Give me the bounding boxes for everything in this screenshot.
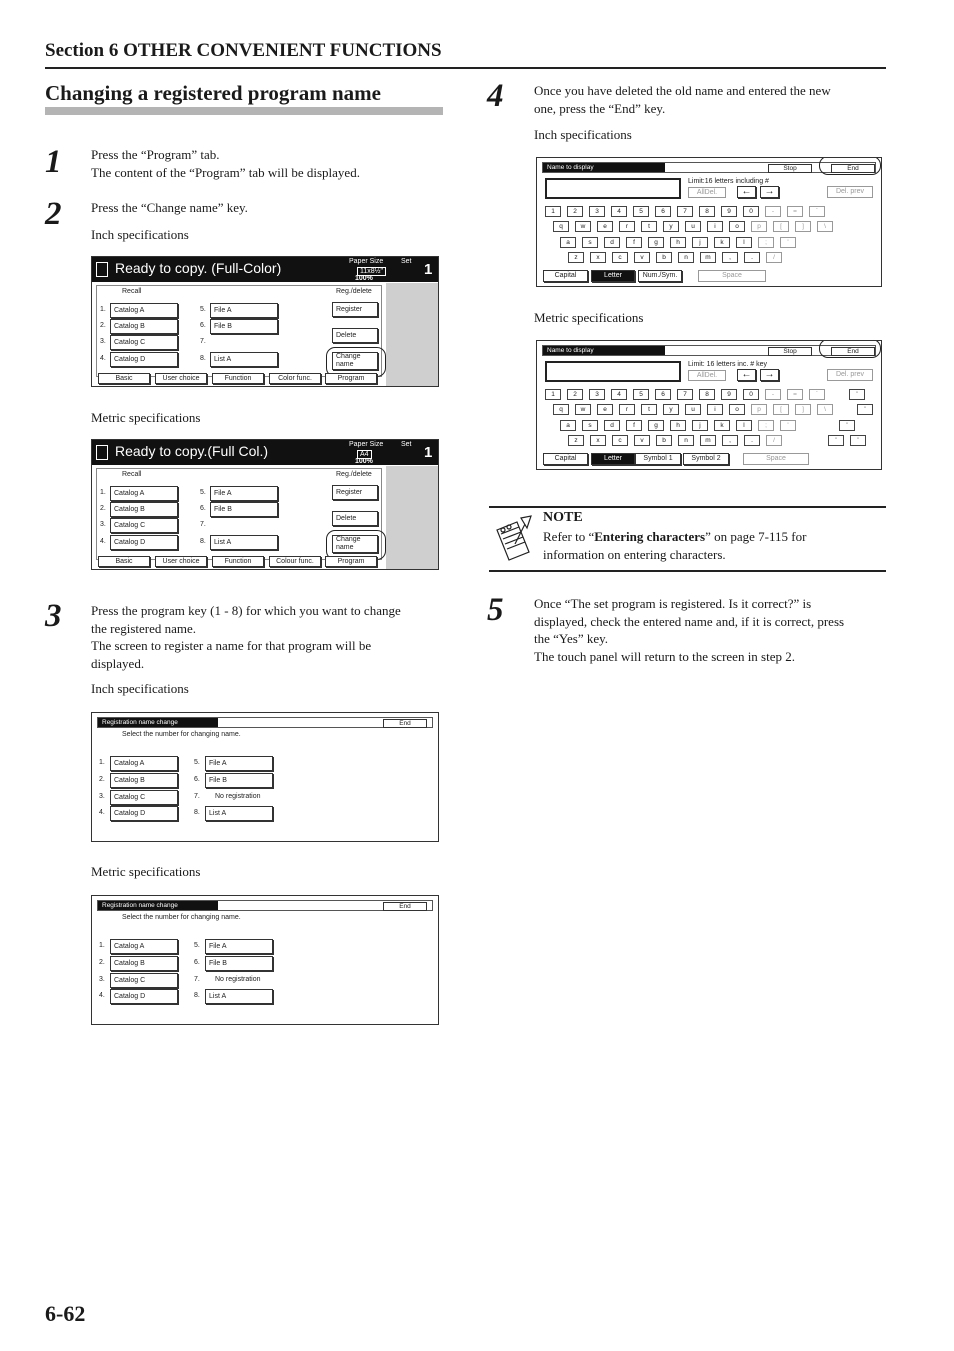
key-1-5[interactable]: y xyxy=(663,404,679,415)
program-number: 3. xyxy=(100,521,106,528)
inch-spec-label: Inch specifications xyxy=(91,681,189,696)
stop-button[interactable]: Stop xyxy=(768,164,812,173)
program-number: 1. xyxy=(99,942,105,949)
program-number: 2. xyxy=(100,322,106,329)
screen-header xyxy=(97,900,433,911)
program-number: 1. xyxy=(99,759,105,766)
key-0-8[interactable]: 9 xyxy=(721,389,737,400)
change-name-line2: name xyxy=(336,361,354,368)
tab-0[interactable]: Basic xyxy=(98,556,150,567)
key-3-5[interactable]: n xyxy=(678,435,694,446)
key-1-11[interactable]: ] xyxy=(795,404,811,415)
key-2-0[interactable]: a xyxy=(560,420,576,431)
program-key[interactable]: Catalog B xyxy=(110,956,178,971)
note-text: Refer to “Entering characters” on page 7-115 for information on entering characters. xyxy=(543,529,807,562)
step-number: 1 xyxy=(45,144,62,180)
key-extra[interactable]: ' xyxy=(828,435,844,446)
program-key[interactable]: Catalog A xyxy=(110,303,178,318)
program-key[interactable]: Catalog D xyxy=(110,806,178,821)
program-number: 6. xyxy=(194,959,200,966)
program-key[interactable]: List A xyxy=(210,535,278,550)
paper-size-label: Paper Size xyxy=(349,441,384,448)
program-number: 7. xyxy=(194,793,200,800)
program-key[interactable]: File B xyxy=(210,319,278,334)
key-1-10[interactable]: [ xyxy=(773,404,789,415)
step1-text: Press the “Program” tab. The content of the “Program” tab will be displayed. xyxy=(91,147,360,180)
key-2-3[interactable]: f xyxy=(626,237,642,248)
program-key[interactable]: File A xyxy=(205,756,273,771)
tab-4[interactable]: Program xyxy=(325,373,377,384)
key-2-2[interactable]: d xyxy=(604,420,620,431)
program-number: 3. xyxy=(100,338,106,345)
program-key[interactable]: Catalog D xyxy=(110,352,178,367)
key-1-7[interactable]: i xyxy=(707,404,723,415)
key-2-0[interactable]: a xyxy=(560,237,576,248)
key-0-7[interactable]: 8 xyxy=(699,206,715,217)
key-2-7[interactable]: k xyxy=(714,420,730,431)
key-3-9[interactable]: / xyxy=(766,252,782,263)
key-1-0[interactable]: q xyxy=(553,221,569,232)
metric-spec-label: Metric specifications xyxy=(91,864,201,879)
copy-screen-metric xyxy=(91,439,439,570)
change-name-line2: name xyxy=(336,544,354,551)
name-input[interactable] xyxy=(545,361,681,382)
step5-text: Once “The set program is registered. Is it correct?” is displayed, check the entered name and, if it is correct, press the “Yes” key. The touch panel will return to the screen in step 2. xyxy=(534,596,845,664)
stop-button[interactable]: Stop xyxy=(768,347,812,356)
program-key[interactable]: Catalog C xyxy=(110,518,178,533)
copy-screen-inch xyxy=(91,256,439,387)
step2-text: Press the “Change name” key. xyxy=(91,200,248,215)
limit-text: Limit: 16 letters inc. # key xyxy=(688,361,767,368)
program-key[interactable]: File B xyxy=(205,956,273,971)
key-2-2[interactable]: d xyxy=(604,237,620,248)
status-title: Ready to copy. (Full-Color) xyxy=(115,260,282,276)
keyboard-tab-1[interactable]: Letter xyxy=(591,453,635,465)
program-key[interactable]: Catalog B xyxy=(110,502,178,517)
program-number: 6. xyxy=(200,322,206,329)
key-0-5[interactable]: 6 xyxy=(655,206,671,217)
side-panel xyxy=(386,466,439,569)
program-number: 6. xyxy=(200,505,206,512)
keyboard-screen-metric xyxy=(536,340,882,470)
program-number: 2. xyxy=(100,505,106,512)
key-3-1[interactable]: x xyxy=(590,252,606,263)
key-3-9[interactable]: / xyxy=(766,435,782,446)
copy-icon xyxy=(96,445,108,460)
status-bar xyxy=(92,440,438,465)
key-1-8[interactable]: o xyxy=(729,404,745,415)
key-0-10[interactable]: - xyxy=(765,389,781,400)
paper-size-value: 11x8½" xyxy=(357,267,386,276)
metric-spec-label: Metric specifications xyxy=(534,310,644,325)
instruction-text: Select the number for changing name. xyxy=(122,731,241,738)
key-1-11[interactable]: ] xyxy=(795,221,811,232)
alldel-button[interactable]: AllDel. xyxy=(688,187,726,198)
status-title: Ready to copy.(Full Col.) xyxy=(115,443,269,459)
program-number: 8. xyxy=(200,538,206,545)
highlight-circle xyxy=(819,157,881,175)
program-number: 3. xyxy=(99,976,105,983)
zoom-value: 100% xyxy=(355,275,373,282)
program-number: 5. xyxy=(194,759,200,766)
program-key[interactable]: Catalog A xyxy=(110,939,178,954)
program-number: 6. xyxy=(194,776,200,783)
program-number: 1. xyxy=(100,489,106,496)
key-3-4[interactable]: b xyxy=(656,435,672,446)
program-key[interactable]: List A xyxy=(205,989,273,1004)
register-button[interactable]: Register xyxy=(332,485,378,500)
register-button[interactable]: Register xyxy=(332,302,378,317)
change-name-line1: Change xyxy=(336,536,361,543)
screen-title: Registration name change xyxy=(98,901,218,910)
key-2-9[interactable]: ; xyxy=(758,420,774,431)
section-header: Section 6 OTHER CONVENIENT FUNCTIONS xyxy=(45,40,442,61)
key-3-0[interactable]: z xyxy=(568,252,584,263)
program-number: 8. xyxy=(194,809,200,816)
key-1-2[interactable]: e xyxy=(597,404,613,415)
recall-label: Recall xyxy=(122,288,142,295)
key-extra[interactable]: ' xyxy=(849,389,865,400)
key-1-1[interactable]: w xyxy=(575,221,591,232)
program-number: 7. xyxy=(200,521,206,528)
keyboard-tab-2[interactable]: Symbol 1 xyxy=(635,453,681,465)
step-number: 4 xyxy=(487,78,504,114)
key-2-1[interactable]: s xyxy=(582,237,598,248)
key-0-8[interactable]: 9 xyxy=(721,206,737,217)
program-key[interactable]: File A xyxy=(210,486,278,501)
key-2-6[interactable]: j xyxy=(692,237,708,248)
tab-4[interactable]: Program xyxy=(325,556,377,567)
keyboard-tab-0[interactable]: Capital xyxy=(543,453,588,465)
key-2-7[interactable]: k xyxy=(714,237,730,248)
key-2-6[interactable]: j xyxy=(692,420,708,431)
inch-spec-label: Inch specifications xyxy=(534,127,632,142)
key-0-11[interactable]: = xyxy=(787,389,803,400)
metric-spec-label: Metric specifications xyxy=(91,410,201,425)
screen-title: Registration name change xyxy=(98,718,218,727)
program-number: 8. xyxy=(194,992,200,999)
program-key[interactable]: Catalog B xyxy=(110,773,178,788)
key-2-3[interactable]: f xyxy=(626,420,642,431)
end-button[interactable]: End xyxy=(383,902,427,911)
tab-1[interactable]: User choice xyxy=(155,373,207,384)
key-1-3[interactable]: r xyxy=(619,221,635,232)
key-0-1[interactable]: 2 xyxy=(567,206,583,217)
key-0-0[interactable]: 1 xyxy=(545,389,561,400)
program-key[interactable]: Catalog A xyxy=(110,756,178,771)
key-0-4[interactable]: 5 xyxy=(633,389,649,400)
key-extra[interactable]: ' xyxy=(857,404,873,415)
key-0-2[interactable]: 3 xyxy=(589,389,605,400)
key-2-10[interactable]: ' xyxy=(780,420,796,431)
tab-0[interactable]: Basic xyxy=(98,373,150,384)
page-number: 6-62 xyxy=(45,1301,86,1326)
note-title: NOTE xyxy=(543,510,583,525)
key-2-5[interactable]: h xyxy=(670,420,686,431)
program-key[interactable]: Catalog B xyxy=(110,319,178,334)
alldel-button[interactable]: AllDel. xyxy=(688,370,726,381)
left-arrow-button[interactable]: ← xyxy=(737,369,756,381)
key-0-9[interactable]: 0 xyxy=(743,206,759,217)
note-pad-icon xyxy=(491,514,535,564)
key-1-1[interactable]: w xyxy=(575,404,591,415)
key-0-10[interactable]: - xyxy=(765,206,781,217)
set-label: Set xyxy=(401,258,412,265)
key-0-6[interactable]: 7 xyxy=(677,389,693,400)
key-3-8[interactable]: . xyxy=(744,252,760,263)
paper-size-value: A4 xyxy=(357,450,372,459)
program-key[interactable]: Catalog D xyxy=(110,989,178,1004)
copy-count: 1 xyxy=(424,444,433,461)
key-0-3[interactable]: 4 xyxy=(611,389,627,400)
status-bar xyxy=(92,257,438,282)
change-name-line1: Change xyxy=(336,353,361,360)
key-1-6[interactable]: u xyxy=(685,404,701,415)
limit-text: Limit:16 letters including # xyxy=(688,178,769,185)
program-number: 8. xyxy=(200,355,206,362)
key-1-12[interactable]: \ xyxy=(817,221,833,232)
key-1-3[interactable]: r xyxy=(619,404,635,415)
program-key[interactable]: File B xyxy=(205,773,273,788)
program-key[interactable]: File B xyxy=(210,502,278,517)
step-number: 2 xyxy=(45,196,62,232)
instruction-text: Select the number for changing name. xyxy=(122,914,241,921)
key-1-6[interactable]: u xyxy=(685,221,701,232)
step3-text: Press the program key (1 - 8) for which you want to change the registered name. The screen to register a name for that program will be displayed. xyxy=(91,603,401,671)
key-2-8[interactable]: l xyxy=(736,237,752,248)
key-3-4[interactable]: b xyxy=(656,252,672,263)
key-0-6[interactable]: 7 xyxy=(677,206,693,217)
keyboard-tab-3[interactable]: Space xyxy=(698,270,766,282)
program-number: 4. xyxy=(100,538,106,545)
key-3-7[interactable]: , xyxy=(722,252,738,263)
key-1-4[interactable]: t xyxy=(641,221,657,232)
program-number: 1. xyxy=(100,306,106,313)
key-1-8[interactable]: o xyxy=(729,221,745,232)
key-1-9[interactable]: p xyxy=(751,404,767,415)
program-number: 2. xyxy=(99,959,105,966)
key-0-12[interactable]: ` xyxy=(809,206,825,217)
end-button[interactable]: End xyxy=(831,164,875,173)
delete-button[interactable]: Delete xyxy=(332,511,378,526)
left-arrow-button[interactable]: ← xyxy=(737,186,756,198)
tab-2[interactable]: Function xyxy=(212,556,264,567)
key-2-1[interactable]: s xyxy=(582,420,598,431)
program-number: 3. xyxy=(99,793,105,800)
screen-title: Name to display xyxy=(543,163,665,172)
del-prev-button[interactable]: Del. prev xyxy=(827,186,873,198)
keyboard-tab-0[interactable]: Capital xyxy=(543,270,588,282)
program-key[interactable]: Catalog C xyxy=(110,335,178,350)
end-button[interactable]: End xyxy=(383,719,427,728)
key-1-12[interactable]: \ xyxy=(817,404,833,415)
key-3-3[interactable]: v xyxy=(634,252,650,263)
keyboard-tab-2[interactable]: Num./Sym. xyxy=(638,270,682,282)
delete-button[interactable]: Delete xyxy=(332,328,378,343)
program-key[interactable]: Catalog A xyxy=(110,486,178,501)
page-title: Changing a registered program name xyxy=(45,81,381,105)
step-number: 3 xyxy=(45,598,62,634)
key-1-4[interactable]: t xyxy=(641,404,657,415)
paper-size-label: Paper Size xyxy=(349,258,384,265)
title-bar xyxy=(45,107,443,115)
key-3-0[interactable]: z xyxy=(568,435,584,446)
program-key[interactable]: File A xyxy=(210,303,278,318)
registration-screen-inch xyxy=(91,712,439,842)
key-1-7[interactable]: i xyxy=(707,221,723,232)
key-3-6[interactable]: m xyxy=(700,252,716,263)
reg-delete-label: Reg./delete xyxy=(336,471,372,478)
copy-count: 1 xyxy=(424,261,433,278)
key-0-7[interactable]: 8 xyxy=(699,389,715,400)
key-3-2[interactable]: c xyxy=(612,252,628,263)
step-number: 5 xyxy=(487,592,504,628)
end-button[interactable]: End xyxy=(831,347,875,356)
keyboard-tab-3[interactable]: Symbol 2 xyxy=(683,453,729,465)
program-key[interactable]: Catalog C xyxy=(110,790,178,805)
key-3-1[interactable]: x xyxy=(590,435,606,446)
key-1-2[interactable]: e xyxy=(597,221,613,232)
program-number: 7. xyxy=(200,338,206,345)
key-1-10[interactable]: [ xyxy=(773,221,789,232)
tab-2[interactable]: Function xyxy=(212,373,264,384)
key-2-4[interactable]: g xyxy=(648,237,664,248)
screen-header xyxy=(97,717,433,728)
step4-text: Once you have deleted the old name and entered the new one, press the “End” key. xyxy=(534,83,831,116)
keyboard-screen-inch xyxy=(536,157,882,287)
program-key[interactable]: List A xyxy=(205,806,273,821)
key-2-5[interactable]: h xyxy=(670,237,686,248)
key-1-5[interactable]: y xyxy=(663,221,679,232)
screen-title: Name to display xyxy=(543,346,665,355)
key-1-0[interactable]: q xyxy=(553,404,569,415)
key-1-9[interactable]: p xyxy=(751,221,767,232)
key-0-12[interactable]: ` xyxy=(809,389,825,400)
tab-3[interactable]: Color func. xyxy=(269,373,321,384)
key-0-11[interactable]: = xyxy=(787,206,803,217)
key-0-4[interactable]: 5 xyxy=(633,206,649,217)
key-3-7[interactable]: , xyxy=(722,435,738,446)
program-number: 5. xyxy=(200,306,206,313)
key-3-6[interactable]: m xyxy=(700,435,716,446)
no-registration-label: No registration xyxy=(215,976,261,983)
key-3-3[interactable]: v xyxy=(634,435,650,446)
zoom-value: 100% xyxy=(355,458,373,465)
key-0-0[interactable]: 1 xyxy=(545,206,561,217)
key-2-10[interactable]: ' xyxy=(780,237,796,248)
key-0-2[interactable]: 3 xyxy=(589,206,605,217)
del-prev-button[interactable]: Del. prev xyxy=(827,369,873,381)
program-number: 5. xyxy=(194,942,200,949)
highlight-circle xyxy=(819,340,881,358)
program-number: 4. xyxy=(99,809,105,816)
program-number: 7. xyxy=(194,976,200,983)
key-0-5[interactable]: 6 xyxy=(655,389,671,400)
note-rule-bottom xyxy=(489,570,886,572)
program-key[interactable]: Catalog C xyxy=(110,973,178,988)
recall-label: Recall xyxy=(122,471,142,478)
no-registration-label: No registration xyxy=(215,793,261,800)
side-panel xyxy=(386,283,439,386)
key-extra[interactable]: ' xyxy=(850,435,866,446)
inch-spec-label: Inch specifications xyxy=(91,227,189,242)
note-rule-top xyxy=(489,506,886,508)
key-2-9[interactable]: ; xyxy=(758,237,774,248)
keyboard-tab-1[interactable]: Letter xyxy=(591,270,635,282)
tab-3[interactable]: Colour func. xyxy=(269,556,321,567)
key-3-8[interactable]: . xyxy=(744,435,760,446)
registration-screen-metric xyxy=(91,895,439,1025)
key-0-3[interactable]: 4 xyxy=(611,206,627,217)
program-number: 5. xyxy=(200,489,206,496)
key-0-9[interactable]: 0 xyxy=(743,389,759,400)
reg-delete-label: Reg./delete xyxy=(336,288,372,295)
program-key[interactable]: List A xyxy=(210,352,278,367)
key-3-5[interactable]: n xyxy=(678,252,694,263)
set-label: Set xyxy=(401,441,412,448)
right-arrow-button[interactable]: → xyxy=(760,186,779,198)
right-arrow-button[interactable]: → xyxy=(760,369,779,381)
copy-icon xyxy=(96,262,108,277)
program-key[interactable]: File A xyxy=(205,939,273,954)
program-number: 4. xyxy=(99,992,105,999)
program-key[interactable]: Catalog D xyxy=(110,535,178,550)
section-rule xyxy=(45,67,886,69)
program-number: 4. xyxy=(100,355,106,362)
tab-1[interactable]: User choice xyxy=(155,556,207,567)
name-input[interactable] xyxy=(545,178,681,199)
key-0-1[interactable]: 2 xyxy=(567,389,583,400)
key-extra[interactable]: ' xyxy=(839,420,855,431)
program-number: 2. xyxy=(99,776,105,783)
key-2-8[interactable]: l xyxy=(736,420,752,431)
key-2-4[interactable]: g xyxy=(648,420,664,431)
keyboard-tab-4[interactable]: Space xyxy=(743,453,809,465)
key-3-2[interactable]: c xyxy=(612,435,628,446)
